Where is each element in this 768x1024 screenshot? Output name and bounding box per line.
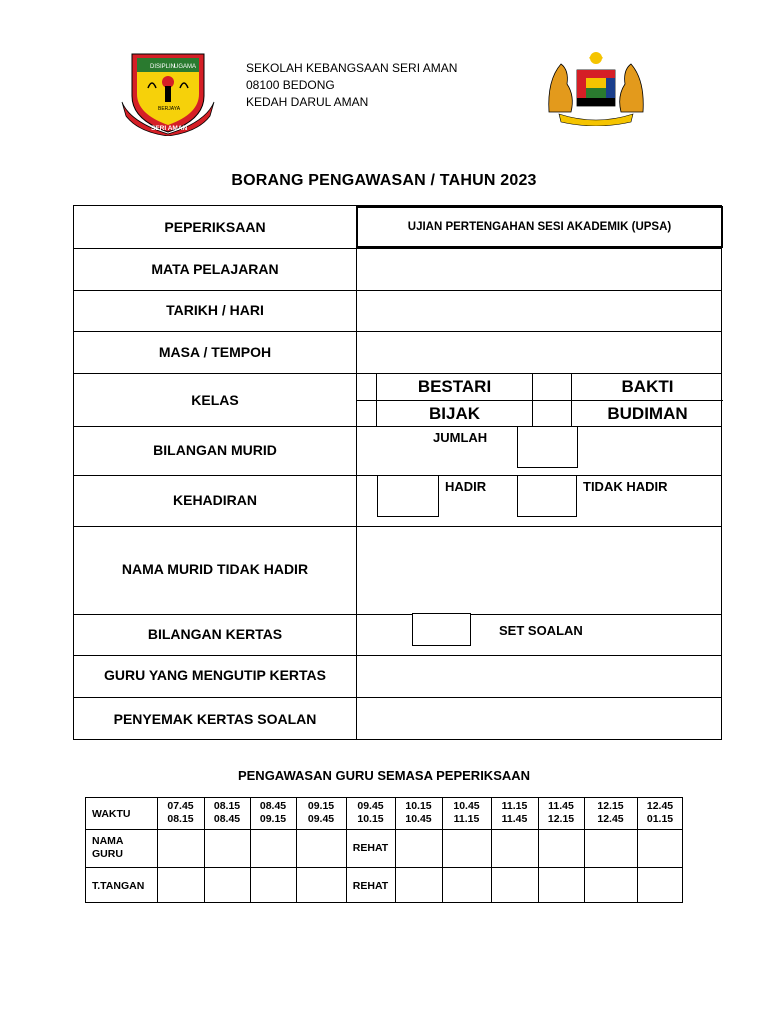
table-row-divider bbox=[74, 526, 721, 527]
waktu-label: WAKTU bbox=[92, 808, 131, 820]
time-slot-start: 07.45 bbox=[167, 800, 194, 812]
logo-motto: BERJAYA bbox=[158, 106, 181, 112]
time-slot-end: 11.45 bbox=[501, 813, 528, 825]
time-slot-start: 09.15 bbox=[307, 800, 335, 812]
signature-cell[interactable] bbox=[638, 874, 682, 902]
tarikh-field[interactable] bbox=[358, 292, 722, 330]
time-slot-end: 08.45 bbox=[213, 813, 241, 825]
penyemak-field[interactable] bbox=[358, 699, 722, 739]
signature-cell[interactable] bbox=[158, 874, 203, 902]
time-slot-start: 11.45 bbox=[548, 800, 574, 812]
rehat-label: REHAT bbox=[352, 842, 389, 854]
signature-cell[interactable] bbox=[297, 874, 345, 902]
sup-row-divider bbox=[86, 867, 682, 868]
signature-cell[interactable] bbox=[443, 874, 490, 902]
nama-murid-label: NAMA MURID TIDAK HADIR bbox=[121, 561, 309, 577]
time-slot-end: 12.45 bbox=[597, 813, 624, 825]
school-name: SEKOLAH KEBANGSAAN SERI AMAN bbox=[246, 61, 458, 75]
time-slot-label bbox=[250, 800, 296, 826]
guru-mengutip-label: GURU YANG MENGUTIP KERTAS bbox=[104, 667, 326, 683]
mata-pelajaran-field[interactable] bbox=[358, 250, 722, 289]
time-slot-end: 11.15 bbox=[453, 813, 480, 825]
signature-cell[interactable] bbox=[585, 836, 636, 864]
time-slot-start: 08.15 bbox=[213, 800, 241, 812]
rehat-label: REHAT bbox=[352, 880, 389, 892]
signature-cell[interactable] bbox=[297, 836, 345, 864]
peperiksaan-value: UJIAN PERTENGAHAN SESI AKADEMIK (UPSA) bbox=[356, 206, 723, 248]
t-tangan-label: T.TANGAN bbox=[92, 880, 145, 892]
time-slot-label bbox=[157, 800, 204, 826]
time-slot-start: 12.15 bbox=[597, 800, 624, 812]
signature-cell[interactable] bbox=[492, 836, 537, 864]
supervision-table bbox=[85, 797, 683, 903]
time-slot-label bbox=[346, 800, 395, 826]
kelas-checkbox-bakti[interactable] bbox=[533, 374, 571, 400]
signature-cell[interactable] bbox=[539, 874, 583, 902]
nama-guru-label: NAMA GURU bbox=[92, 835, 124, 860]
table-row-divider bbox=[74, 373, 721, 374]
time-slot-start: 09.45 bbox=[357, 800, 384, 812]
signature-cell[interactable] bbox=[638, 836, 682, 864]
time-slot-label bbox=[584, 800, 637, 826]
time-slot-start: 11.15 bbox=[501, 800, 528, 812]
masa-field[interactable] bbox=[358, 333, 722, 372]
supervision-title: PENGAWASAN GURU SEMASA PEPERIKSAAN bbox=[237, 768, 531, 783]
signature-cell[interactable] bbox=[492, 874, 537, 902]
address-line-1: 08100 BEDONG bbox=[246, 78, 335, 92]
signature-cell[interactable] bbox=[396, 874, 441, 902]
signature-cell[interactable] bbox=[158, 836, 203, 864]
kelas-option-bijak: BIJAK bbox=[428, 404, 480, 423]
guru-mengutip-field[interactable] bbox=[358, 657, 722, 696]
time-slot-label bbox=[442, 800, 491, 826]
school-logo bbox=[118, 48, 218, 136]
signature-cell[interactable] bbox=[251, 874, 295, 902]
logo-ribbon: SERI AMAN bbox=[151, 125, 188, 132]
signature-cell[interactable] bbox=[205, 836, 249, 864]
signature-cell[interactable] bbox=[396, 836, 441, 864]
jumlah-box[interactable] bbox=[517, 426, 578, 468]
tidak-hadir-label: TIDAK HADIR bbox=[583, 479, 668, 494]
logo-banner-right: UGAMA bbox=[174, 64, 197, 70]
kehadiran-label: KEHADIRAN bbox=[173, 492, 257, 508]
time-slot-start: 12.45 bbox=[646, 800, 674, 812]
kelas-option-bestari: BESTARI bbox=[417, 377, 492, 396]
mata-pelajaran-label: MATA PELAJARAN bbox=[151, 261, 279, 277]
penyemak-label: PENYEMAK KERTAS SOALAN bbox=[113, 711, 317, 727]
signature-cell[interactable] bbox=[443, 836, 490, 864]
time-slot-end: 10.45 bbox=[405, 813, 432, 825]
tarikh-label: TARIKH / HARI bbox=[166, 302, 264, 318]
set-soalan-label: SET SOALAN bbox=[499, 623, 583, 638]
time-slot-end: 09.15 bbox=[259, 813, 287, 825]
tidak-hadir-box[interactable] bbox=[517, 475, 577, 517]
masa-label: MASA / TEMPOH bbox=[158, 344, 272, 360]
peperiksaan-label: PEPERIKSAAN bbox=[164, 219, 266, 235]
signature-cell[interactable] bbox=[585, 874, 636, 902]
table-row-divider bbox=[74, 426, 721, 427]
bilangan-kertas-box[interactable] bbox=[412, 613, 471, 646]
exam-form-table bbox=[73, 205, 722, 740]
time-slot-end: 10.15 bbox=[357, 813, 384, 825]
kelas-option-bakti: BAKTI bbox=[621, 377, 674, 396]
bilangan-kertas-label: BILANGAN KERTAS bbox=[147, 626, 283, 642]
kelas-checkbox-bestari[interactable] bbox=[357, 374, 376, 400]
time-slot-end: 01.15 bbox=[646, 813, 674, 825]
time-slot-label bbox=[395, 800, 442, 826]
kelas-label: KELAS bbox=[191, 392, 239, 408]
coat-of-arms bbox=[545, 50, 647, 126]
signature-cell[interactable] bbox=[251, 836, 295, 864]
logo-banner-left: DISIPLIN bbox=[150, 64, 176, 70]
signature-cell[interactable] bbox=[205, 874, 249, 902]
time-slot-start: 08.45 bbox=[259, 800, 287, 812]
signature-cell[interactable] bbox=[539, 836, 583, 864]
time-slot-end: 12.15 bbox=[547, 813, 575, 825]
time-slot-start: 10.15 bbox=[405, 800, 432, 812]
sup-row-divider bbox=[86, 829, 682, 830]
kelas-option-budiman: BUDIMAN bbox=[607, 404, 688, 423]
time-slot-end: 09.45 bbox=[307, 813, 335, 825]
time-slot-end: 08.15 bbox=[167, 813, 194, 825]
time-slot-label bbox=[204, 800, 250, 826]
table-row-divider bbox=[74, 248, 721, 249]
form-title: BORANG PENGAWASAN / TAHUN 2023 bbox=[231, 172, 537, 189]
time-slot-label bbox=[296, 800, 346, 826]
jumlah-label: JUMLAH bbox=[433, 430, 488, 445]
bilangan-murid-label: BILANGAN MURID bbox=[153, 442, 277, 458]
table-row-divider bbox=[74, 697, 721, 698]
table-row-divider bbox=[74, 331, 721, 332]
table-column-divider bbox=[356, 206, 357, 739]
hadir-label: HADIR bbox=[445, 479, 487, 494]
time-slot-label bbox=[538, 800, 584, 826]
time-slot-label bbox=[637, 800, 683, 826]
kelas-checkbox-budiman[interactable] bbox=[533, 401, 571, 426]
table-row-divider bbox=[74, 290, 721, 291]
kelas-checkbox-bijak[interactable] bbox=[357, 401, 376, 426]
nama-murid-field[interactable] bbox=[358, 528, 722, 613]
hadir-box[interactable] bbox=[377, 475, 439, 517]
table-row-divider bbox=[74, 655, 721, 656]
time-slot-label bbox=[491, 800, 538, 826]
table-row-divider bbox=[74, 614, 721, 615]
time-slot-start: 10.45 bbox=[453, 800, 480, 812]
address-line-2: KEDAH DARUL AMAN bbox=[246, 95, 369, 109]
